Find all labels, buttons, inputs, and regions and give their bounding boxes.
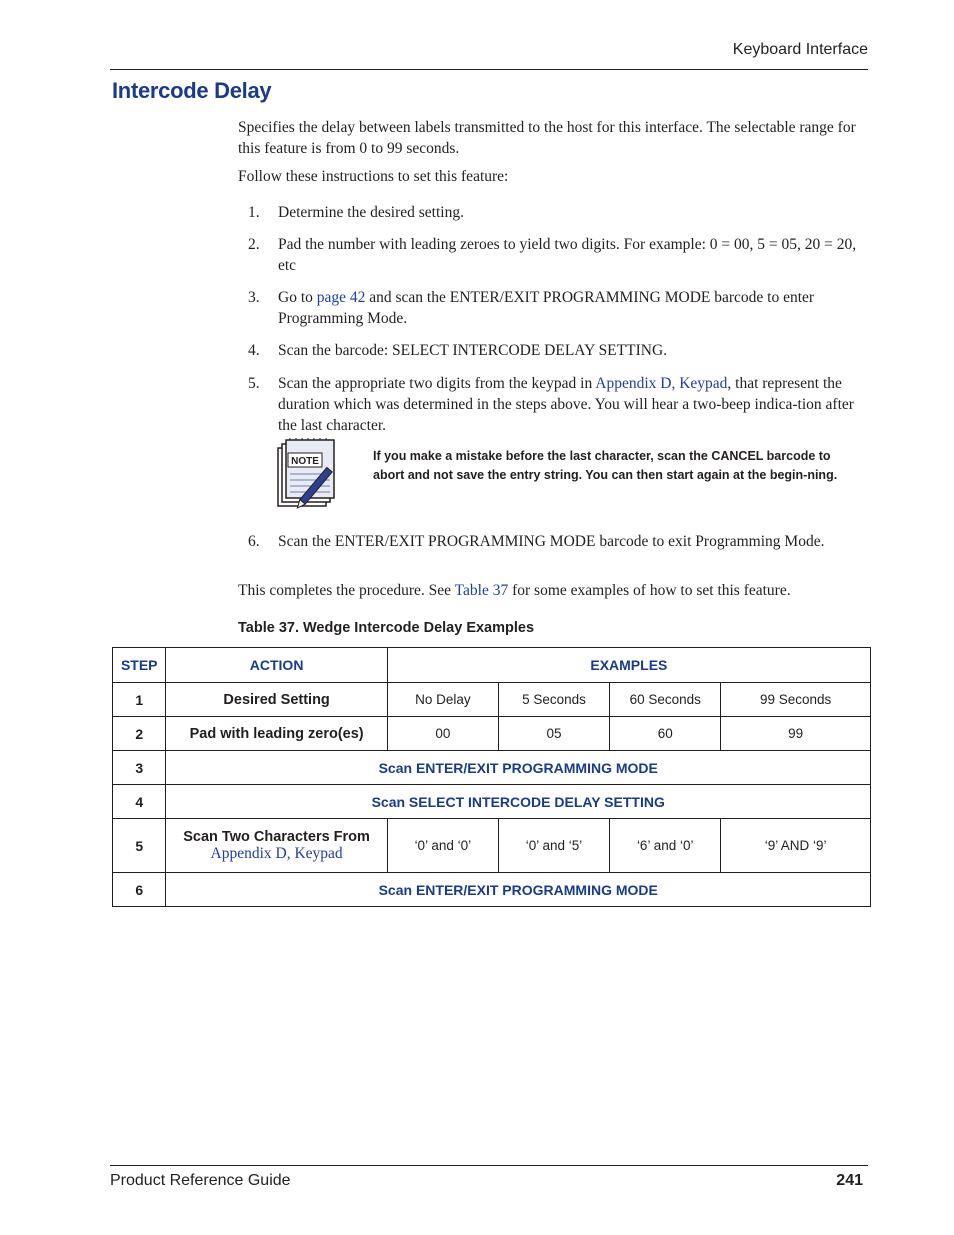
section-title: Intercode Delay [112,78,272,103]
examples-column-header: EXAMPLES [387,648,870,683]
example-cell: 60 [610,717,721,751]
example-cell: ‘0’ and ‘0’ [387,819,498,873]
running-header: Keyboard Interface [732,41,868,58]
note-text: If you make a mistake before the last character, scan the CANCEL barcode to abort and not save the entry string. You can then start again at the begin-ning. [373,449,838,482]
merged-action-cell: Scan ENTER/EXIT PROGRAMMING MODE [166,751,871,785]
action-text: Scan Two Characters From [183,828,370,845]
step-cell: 4 [113,785,166,819]
step-cell: 6 [113,873,166,907]
appendix-d-keypad-link[interactable]: Appendix D, Keypad [595,375,728,392]
step-text: Scan the ENTER/EXIT PROGRAMMING MODE barcode to exit Programming Mode. [278,533,825,550]
table-37-link[interactable]: Table 37 [454,582,509,599]
step-text-post: and scan the ENTER/EXIT PROGRAMMING MODE barcode to enter Programming Mode. [278,289,815,327]
note-pad-icon [274,438,344,510]
note-icon-label: NOTE [291,456,319,467]
example-cell: 05 [498,717,609,751]
step-column-header: STEP [113,648,166,683]
step-number: 2. [248,236,260,253]
example-cell: 5 Seconds [498,683,609,717]
footer-guide-title: Product Reference Guide [110,1172,291,1189]
example-cell: 60 Seconds [610,683,721,717]
step-text-pre: Scan the appropriate two digits from the keypad in [278,375,596,392]
table-row [113,751,871,785]
step-number: 1. [248,204,260,221]
instructions-lead: Follow these instructions to set this feature: [238,168,509,185]
completion-paragraph [238,580,868,601]
example-cell: 99 Seconds [721,683,871,717]
merged-action-cell: Scan SELECT INTERCODE DELAY SETTING [166,785,871,819]
step-cell: 3 [113,751,166,785]
example-cell: ‘9’ AND ‘9’ [721,819,871,873]
action-cell [166,819,387,873]
step-cell: 1 [113,683,166,717]
example-cell: 99 [721,717,871,751]
step-text-post: , that represent the duration which was determined in the steps above. You will hear a two-beep indica-tion after the last character. [278,375,854,434]
footer-divider [110,1165,868,1166]
table-header-row [113,648,871,683]
table-row [113,717,871,751]
completion-text-post: for some examples of how to set this feature. [508,582,791,599]
page-42-link[interactable]: page 42 [316,289,366,306]
step-cell: 5 [113,819,166,873]
step-number: 4. [248,342,260,359]
step-text [278,287,868,329]
step-cell: 2 [113,717,166,751]
intro-paragraph: Specifies the delay between labels transmitted to the host for this interface. The selectable range for this feature is from 0 to 99 seconds. [238,119,856,157]
completion-text-pre: This completes the procedure. See [238,582,455,599]
table-row [113,873,871,907]
step-text-pre: Go to [278,289,317,306]
table-caption: Table 37. Wedge Intercode Delay Examples [238,620,535,636]
step-number: 5. [248,375,260,392]
action-cell: Pad with leading zero(es) [166,717,387,751]
header-divider [110,69,868,70]
step-text: Pad the number with leading zeroes to yield two digits. For example: 0 = 00, 5 = 05, 20 = 20, etc [278,236,857,274]
example-cell: ‘0’ and ‘5’ [498,819,609,873]
step-text: Scan the barcode: SELECT INTERCODE DELAY SETTING. [278,342,668,359]
step-number: 6. [248,533,260,550]
step-number: 3. [248,289,260,306]
step-text [278,373,868,436]
example-cell: ‘6’ and ‘0’ [610,819,721,873]
action-column-header: ACTION [166,648,387,683]
table-row [113,785,871,819]
example-cell: 00 [387,717,498,751]
intercode-delay-examples-table [112,647,871,907]
table-row [113,683,871,717]
table-row [113,819,871,873]
page-number: 241 [836,1172,863,1189]
action-cell: Desired Setting [166,683,387,717]
step-text: Determine the desired setting. [278,204,464,221]
appendix-d-keypad-table-link[interactable]: Appendix D, Keypad [210,844,343,862]
example-cell: No Delay [387,683,498,717]
merged-action-cell: Scan ENTER/EXIT PROGRAMMING MODE [166,873,871,907]
